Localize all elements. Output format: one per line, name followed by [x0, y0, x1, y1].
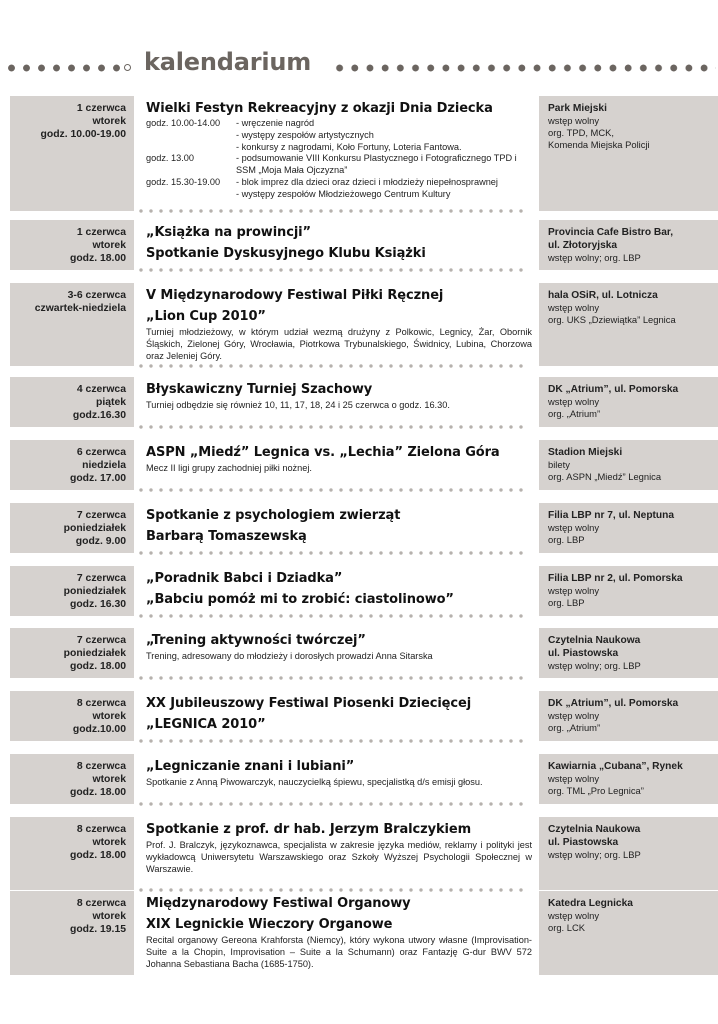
event-date-line: 7 czerwca	[76, 510, 126, 521]
event-venue	[539, 283, 718, 366]
event-date	[10, 283, 134, 366]
venue-info: wstęp wolny	[548, 115, 600, 126]
venue-info: org. TPD, MCK,	[548, 127, 614, 138]
venue-name: Filia LBP nr 2, ul. Pomorska	[548, 573, 683, 584]
event-details	[146, 96, 532, 211]
venue-name: DK „Atrium”, ul. Pomorska	[548, 698, 679, 709]
venue-info: org. „Atrium”	[548, 408, 601, 419]
event-date-line: 4 czerwca	[76, 384, 126, 395]
event-date-line: poniedziałek	[63, 586, 126, 597]
event-date-line: godz. 18.00	[69, 253, 126, 264]
schedule-time: godz. 10.00-14.00	[146, 118, 221, 128]
event-venue	[539, 817, 718, 890]
venue-info: Komenda Miejska Policji	[548, 139, 650, 150]
event-details	[146, 628, 532, 678]
venue-name: DK „Atrium”, ul. Pomorska	[548, 384, 679, 395]
venue-info: org. LCK	[548, 922, 585, 933]
schedule-line	[146, 130, 532, 142]
venue-name: Provincia Cafe Bistro Bar,	[548, 227, 674, 238]
event-date-line: 8 czerwca	[76, 898, 126, 909]
venue-name: Park Miejski	[548, 103, 607, 114]
event-date-line: 7 czerwca	[76, 635, 126, 646]
event-date-line: godz. 16.30	[69, 599, 126, 610]
event-description: Turniej młodzieżowy, w którym udział wezmą drużyny z Polkowic, Legnicy, Żar, Obornik Śląskich, Zielonej Góry, Wrocławia, Piotrkowa Trybunalskiego, Świdnicy, Lubina, Chorzowa oraz Jeleniej Góry.	[146, 327, 532, 361]
event-title: Spotkanie z prof. dr hab. Jerzym Bralczykiem	[146, 822, 472, 837]
dotted-separator	[136, 209, 528, 213]
event-details	[146, 283, 532, 366]
venue-info: org. ASPN „Miedź” Legnica	[548, 471, 662, 482]
event-title: „Legniczanie znani i lubiani”	[146, 759, 355, 774]
event-title: Wielki Festyn Rekreacyjny z okazji Dnia Dziecka	[146, 101, 493, 116]
event-schedule	[146, 118, 532, 201]
event-date-line: 3-6 czerwca	[67, 290, 126, 301]
event-date-line: godz.10.00	[72, 724, 126, 735]
dotted-separator	[136, 739, 528, 743]
event-date-line: godz.16.30	[72, 410, 126, 421]
event-title: ASPN „Miedź” Legnica vs. „Lechia” Zielona Góra	[146, 445, 500, 460]
event-details	[146, 691, 532, 741]
event-date-line: 8 czerwca	[76, 761, 126, 772]
event-venue	[539, 503, 718, 553]
event-title: „Trening aktywności twórczej”	[146, 633, 366, 648]
venue-name: Stadion Miejski	[548, 447, 623, 458]
event-date-line: 8 czerwca	[76, 698, 126, 709]
event-details	[146, 754, 532, 804]
event-venue	[539, 891, 718, 975]
dotted-separator	[136, 614, 528, 618]
venue-info: org. LBP	[548, 534, 585, 545]
event-date-line: czwartek-niedziela	[34, 303, 126, 314]
schedule-item: - konkursy z nagrodami, Koło Fortuny, Loteria Fantowa.	[236, 141, 462, 152]
event-title: „LEGNICA 2010”	[146, 717, 266, 732]
event-date-line: 6 czerwca	[76, 447, 126, 458]
schedule-item: - wręczenie nagród	[236, 118, 315, 128]
event-date-line: 7 czerwca	[76, 573, 126, 584]
event-date-line: godz. 9.00	[75, 536, 126, 547]
event-row	[10, 691, 718, 741]
event-title: V Międzynarodowy Festiwal Piłki Ręcznej	[146, 288, 444, 303]
event-row	[10, 754, 718, 804]
event-date-line: wtorek	[92, 774, 126, 785]
page-title: kalendarium	[144, 48, 312, 76]
venue-info: wstęp wolny; org. LBP	[548, 252, 641, 263]
event-date-line: godz. 18.00	[69, 850, 126, 861]
event-venue	[539, 754, 718, 804]
event-row	[10, 817, 718, 890]
venue-name: ul. Piastowska	[548, 648, 619, 659]
venue-info: wstęp wolny	[548, 910, 600, 921]
event-date	[10, 891, 134, 975]
event-details	[146, 817, 532, 890]
schedule-time	[146, 189, 236, 201]
event-title: Barbarą Tomaszewską	[146, 529, 307, 544]
venue-info: wstęp wolny	[548, 710, 600, 721]
event-date-line: godz. 10.00-19.00	[40, 129, 126, 140]
event-description: Mecz II ligi grupy zachodniej piłki nożnej.	[146, 463, 312, 473]
venue-info: org. LBP	[548, 597, 585, 608]
event-title: „Książka na prowincji”	[146, 225, 311, 240]
event-date	[10, 691, 134, 741]
kalendarium-header	[0, 50, 718, 84]
venue-name: hala OSiR, ul. Lotnicza	[548, 290, 658, 301]
event-description: Recital organowy Gereona Krahforsta (Niemcy), który wykona utwory własne (Improvisation- Suite a la Chopin, Improvisation – Suite a la Schumann) oraz Fantazję G-dur BWV 572 Johanna Sebastiana Bacha (1685-1750).	[146, 935, 532, 969]
event-details	[146, 891, 532, 975]
event-date-line: godz. 19.15	[69, 924, 126, 935]
event-date	[10, 566, 134, 616]
event-row	[10, 220, 718, 270]
event-venue	[539, 440, 718, 490]
event-date-line: 1 czerwca	[76, 227, 126, 238]
venue-info: org. „Atrium”	[548, 722, 601, 733]
schedule-item: - występy zespołów artystycznych	[236, 129, 374, 140]
event-description: Turniej odbędzie się również 10, 11, 17, 18, 24 i 25 czerwca o godz. 16.30.	[146, 400, 450, 410]
decorative-ring-icon	[124, 64, 131, 71]
schedule-item: - blok imprez dla dzieci oraz dzieci i młodzieży niepełnosprawnej	[236, 176, 498, 187]
venue-info: wstęp wolny	[548, 585, 600, 596]
schedule-item: - występy zespołów Młodzieżowego Centrum Kultury	[236, 188, 451, 199]
event-title: „Lion Cup 2010”	[146, 309, 266, 324]
dotted-separator	[136, 676, 528, 680]
dotted-separator	[136, 268, 528, 272]
event-details	[146, 220, 532, 270]
event-details	[146, 440, 532, 490]
event-row	[10, 377, 718, 427]
event-date-line: 1 czerwca	[76, 103, 126, 114]
event-description: Trening, adresowany do młodzieży i dorosłych prowadzi Anna Sitarska	[146, 651, 433, 661]
schedule-line	[146, 189, 532, 201]
venue-info: wstęp wolny; org. LBP	[548, 849, 641, 860]
event-row	[10, 566, 718, 616]
schedule-line	[146, 142, 532, 154]
event-date-line: poniedziałek	[63, 648, 126, 659]
schedule-line	[146, 118, 532, 130]
event-date	[10, 96, 134, 211]
event-date-line: wtorek	[92, 116, 126, 127]
event-date	[10, 754, 134, 804]
decorative-dots-right	[332, 62, 716, 74]
event-title: XIX Legnickie Wieczory Organowe	[146, 917, 393, 932]
venue-name: Czytelnia Naukowa	[548, 635, 641, 646]
event-title: Międzynarodowy Festiwal Organowy	[146, 896, 411, 911]
schedule-time: godz. 13.00	[146, 153, 195, 164]
event-description: Spotkanie z Anną Piwowarczyk, nauczycielką śpiewu, specjalistką d/s emisji głosu.	[146, 777, 483, 787]
venue-info: org. TML „Pro Legnica”	[548, 785, 644, 796]
event-date-line: wtorek	[92, 711, 126, 722]
venue-info: bilety	[548, 459, 570, 470]
venue-name: ul. Złotoryjska	[548, 240, 618, 251]
event-date-line: piątek	[95, 397, 126, 408]
schedule-time	[146, 142, 236, 154]
event-date-line: godz. 18.00	[69, 787, 126, 798]
schedule-line	[146, 153, 532, 177]
schedule-time: godz. 15.30-19.00	[146, 176, 221, 187]
event-date-line: niedziela	[82, 460, 126, 471]
venue-name: Czytelnia Naukowa	[548, 824, 641, 835]
dotted-separator	[136, 488, 528, 492]
event-venue	[539, 377, 718, 427]
event-venue	[539, 566, 718, 616]
event-date	[10, 377, 134, 427]
event-title: Błyskawiczny Turniej Szachowy	[146, 382, 373, 397]
event-title: Spotkanie Dyskusyjnego Klubu Książki	[146, 246, 426, 261]
event-title: Spotkanie z psychologiem zwierząt	[146, 508, 401, 523]
event-date	[10, 817, 134, 890]
event-venue	[539, 220, 718, 270]
venue-info: wstęp wolny	[548, 522, 600, 533]
decorative-dots-left	[4, 62, 124, 74]
event-date	[10, 440, 134, 490]
dotted-separator	[136, 364, 528, 368]
event-row	[10, 503, 718, 553]
event-date-line: godz. 17.00	[69, 473, 126, 484]
event-row	[10, 96, 718, 211]
event-date	[10, 220, 134, 270]
venue-name: Filia LBP nr 7, ul. Neptuna	[548, 510, 675, 521]
schedule-line	[146, 177, 532, 189]
venue-name: Katedra Legnicka	[548, 898, 633, 909]
venue-info: wstęp wolny	[548, 396, 600, 407]
venue-info: wstęp wolny	[548, 773, 600, 784]
event-description: Prof. J. Bralczyk, językoznawca, specjalista w zakresie języka mediów, reklamy i polityki jest wykładowcą Uniwersytetu Warszawskiego oraz Szkoły Wyższej Psychologii Społecznej w Warszawie.	[146, 840, 532, 874]
dotted-separator	[136, 802, 528, 806]
event-venue	[539, 691, 718, 741]
event-row	[10, 628, 718, 678]
dotted-separator	[136, 425, 528, 429]
event-date-line: 8 czerwca	[76, 824, 126, 835]
event-date	[10, 503, 134, 553]
venue-info: org. UKS „Dziewiątka” Legnica	[548, 314, 676, 325]
event-date-line: godz. 18.00	[69, 661, 126, 672]
venue-name: ul. Piastowska	[548, 837, 619, 848]
event-row	[10, 283, 718, 366]
event-details	[146, 566, 532, 616]
event-title: „Babciu pomóż mi to zrobić: ciastolinowo”	[146, 592, 454, 607]
schedule-item: - podsumowanie VIII Konkursu Plastycznego i Fotograficznego TPD i SSM „Moja Mała Ojczyzna”	[236, 153, 517, 176]
event-row	[10, 440, 718, 490]
dotted-separator	[136, 551, 528, 555]
event-venue	[539, 96, 718, 211]
event-details	[146, 503, 532, 553]
event-row	[10, 891, 718, 975]
event-date-line: wtorek	[92, 837, 126, 848]
schedule-time	[146, 130, 236, 142]
venue-name: Kawiarnia „Cubana”, Rynek	[548, 761, 683, 772]
event-date-line: poniedziałek	[63, 523, 126, 534]
event-title: XX Jubileuszowy Festiwal Piosenki Dziecięcej	[146, 696, 472, 711]
event-date	[10, 628, 134, 678]
event-date-line: wtorek	[92, 911, 126, 922]
event-date-line: wtorek	[92, 240, 126, 251]
event-venue	[539, 628, 718, 678]
venue-info: wstęp wolny	[548, 302, 600, 313]
venue-info: wstęp wolny; org. LBP	[548, 660, 641, 671]
event-details	[146, 377, 532, 427]
event-title: „Poradnik Babci i Dziadka”	[146, 571, 343, 586]
